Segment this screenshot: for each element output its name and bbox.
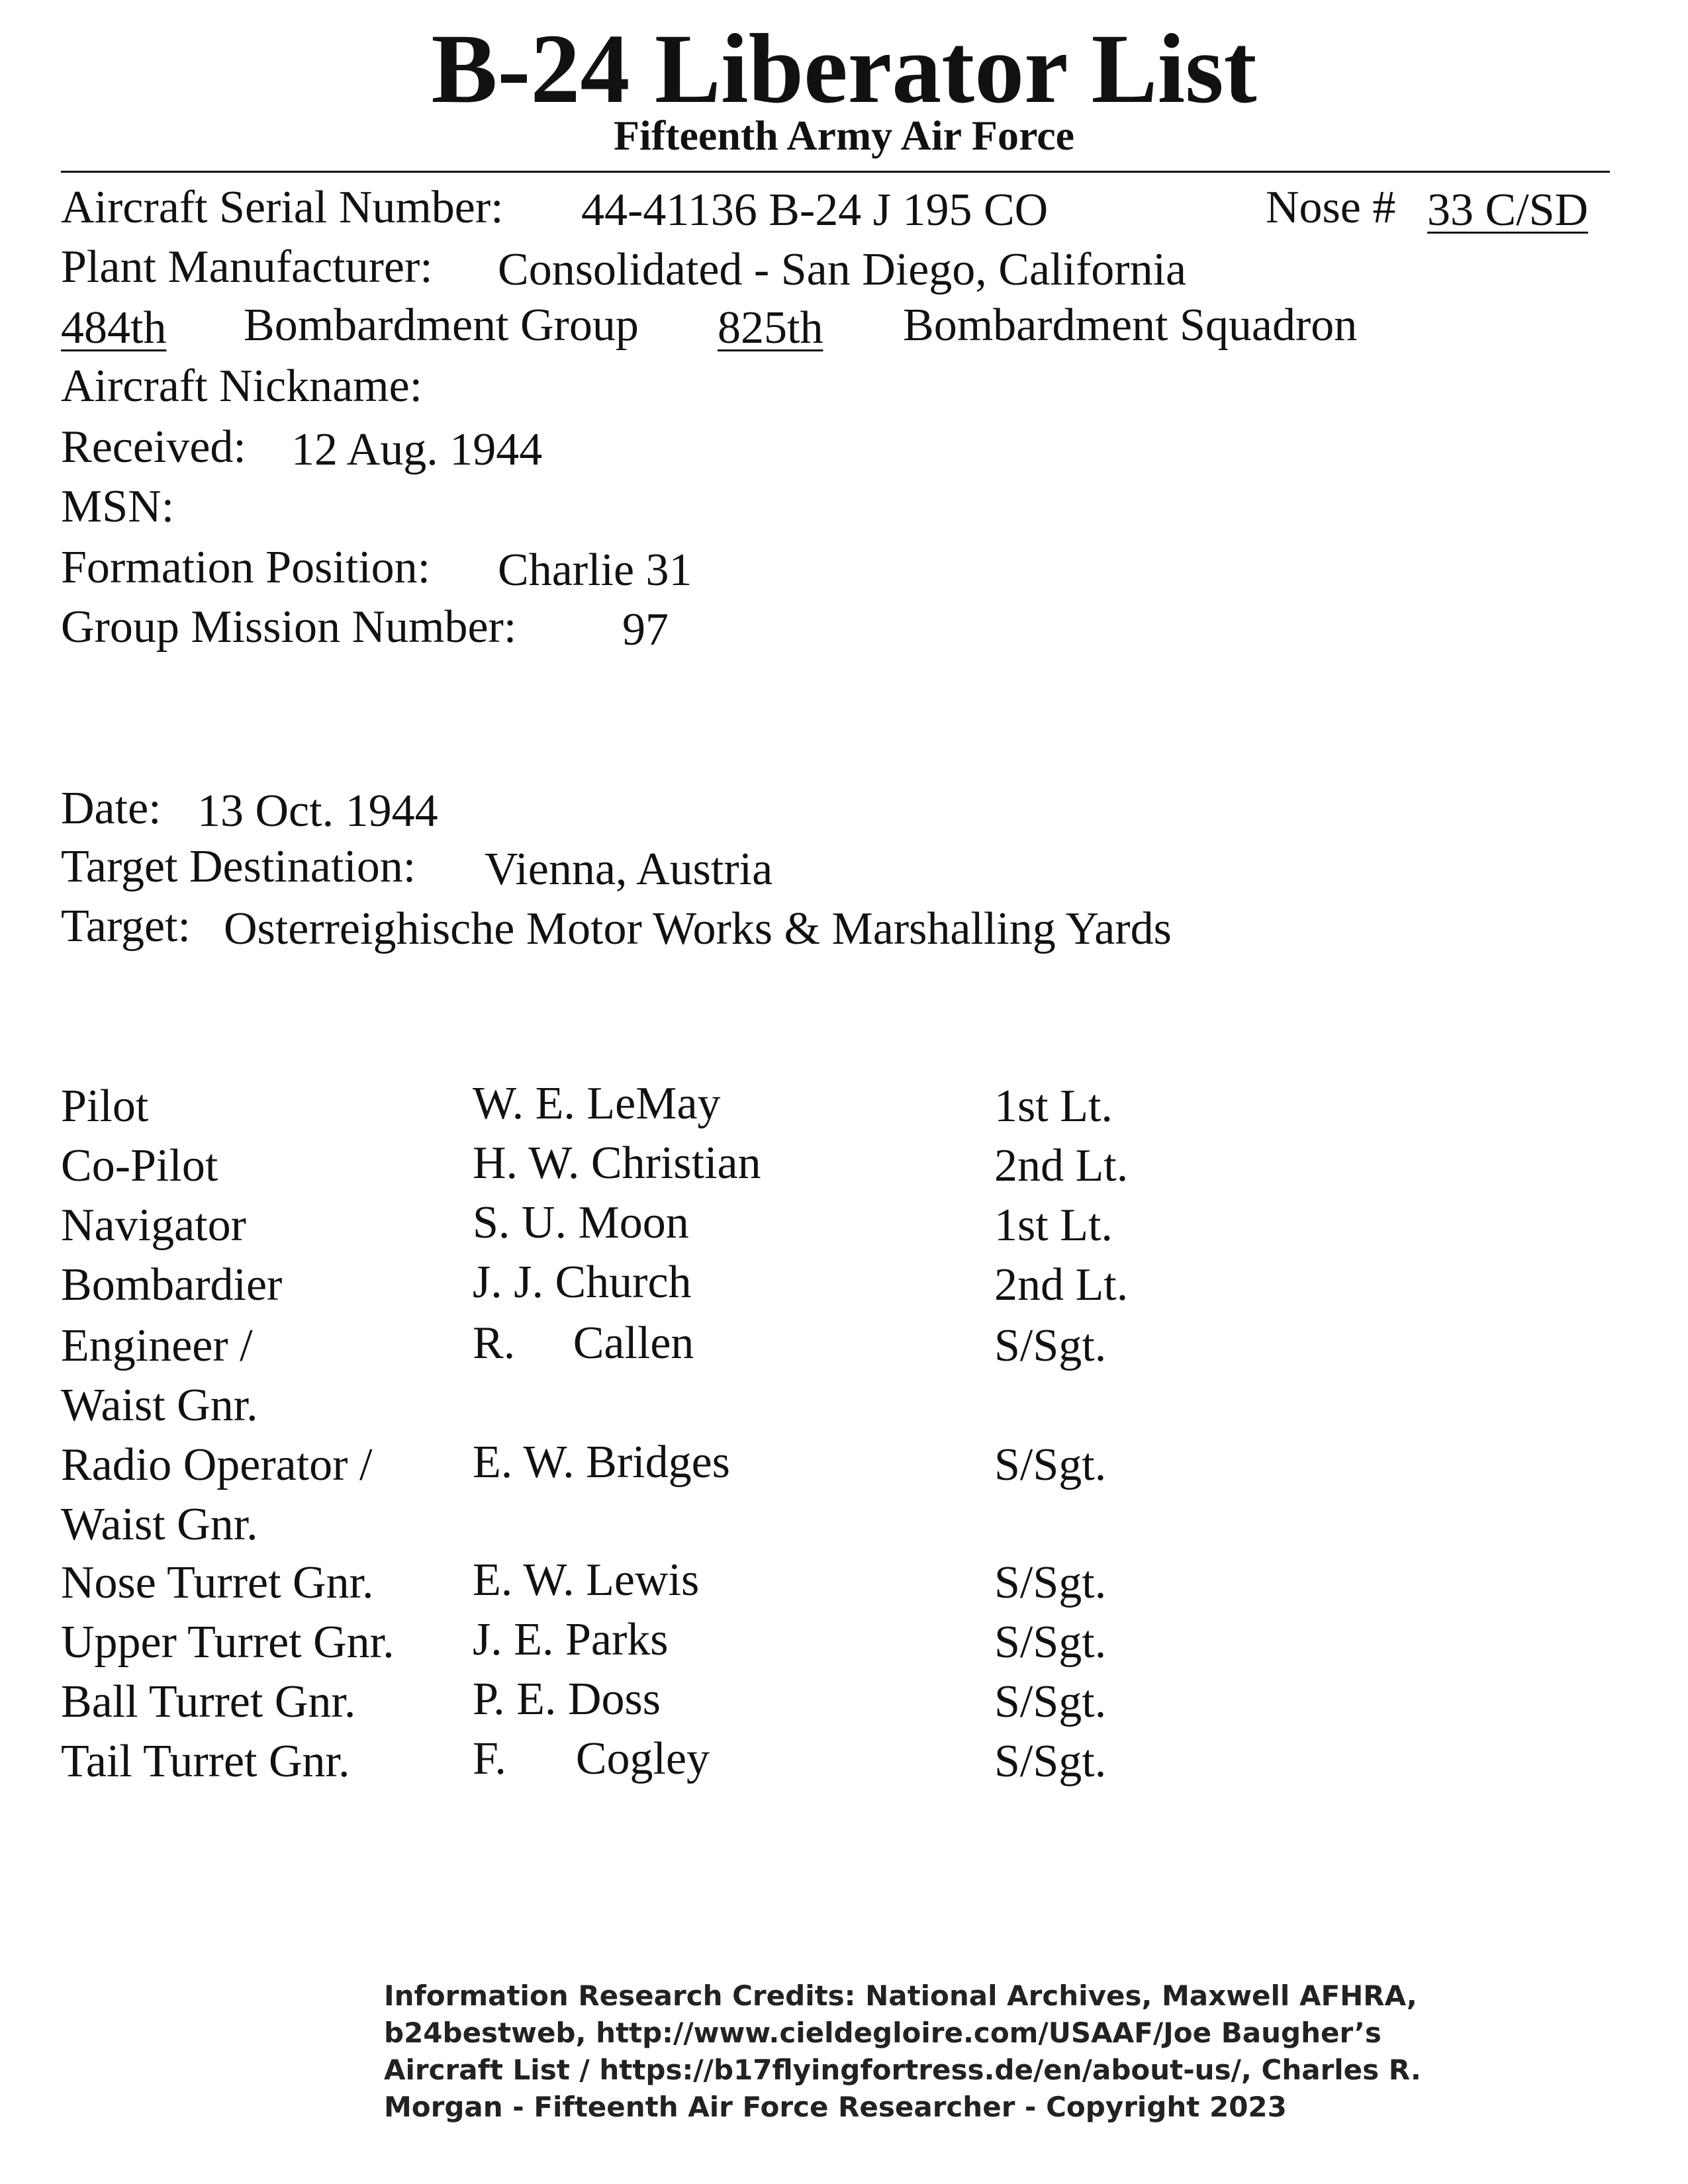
crew-rank: S/Sgt. (994, 1617, 1107, 1668)
squadron-number: 825th (718, 302, 823, 353)
plant-value: Consolidated - San Diego, California (498, 244, 1187, 295)
crew-position: Upper Turret Gnr. (61, 1617, 395, 1668)
squadron-label: Bombardment Squadron (903, 300, 1358, 351)
target-label: Target: (61, 901, 191, 952)
date-label: Date: (61, 783, 162, 834)
crew-position: Radio Operator / (61, 1439, 373, 1490)
crew-rank: 2nd Lt. (994, 1259, 1129, 1310)
nickname-label: Aircraft Nickname: (61, 361, 423, 412)
crew-rank: 1st Lt. (994, 1200, 1113, 1251)
msn-label: MSN: (61, 481, 175, 532)
crew-name: S. U. Moon (473, 1197, 689, 1248)
group-mission-label: Group Mission Number: (61, 602, 517, 653)
credits-line: Morgan - Fifteenth Air Force Researcher - Copyright 2023 (384, 2091, 1287, 2123)
crew-name: P. E. Doss (473, 1674, 661, 1725)
crew-rank: S/Sgt. (994, 1736, 1107, 1787)
credits-line: Aircraft List / https://b17flyingfortress.de/en/about-us/, Charles R. (384, 2054, 1421, 2086)
group-value (61, 302, 206, 355)
header-divider (61, 171, 1610, 173)
crew-position: Waist Gnr. (61, 1380, 258, 1431)
crew-rank: 2nd Lt. (994, 1140, 1129, 1191)
credits-line: b24bestweb, http://www.cieldegloire.com/USAAF/Joe Baugher’s (384, 2017, 1382, 2049)
crew-position: Ball Turret Gnr. (61, 1676, 356, 1727)
crew-position: Nose Turret Gnr. (61, 1557, 374, 1608)
received-label: Received: (61, 422, 246, 473)
crew-name: R. Callen (473, 1318, 694, 1369)
page-title: B-24 Liberator List (431, 14, 1257, 124)
destination-value: Vienna, Austria (485, 844, 773, 895)
crew-name: J. J. Church (473, 1257, 692, 1308)
group-mission-value: 97 (622, 604, 669, 655)
crew-position: Pilot (61, 1081, 149, 1132)
crew-name: W. E. LeMay (473, 1078, 721, 1129)
serial-value: 44-41136 B-24 J 195 CO (581, 185, 1049, 236)
crew-position: Navigator (61, 1200, 246, 1251)
received-value: 12 Aug. 1944 (291, 424, 543, 475)
crew-name: F. Cogley (473, 1733, 710, 1784)
crew-name: E. W. Bridges (473, 1437, 730, 1488)
serial-label: Aircraft Serial Number: (61, 182, 504, 233)
group-label: Bombardment Group (244, 300, 639, 351)
squadron-value (718, 302, 863, 355)
crew-name: E. W. Lewis (473, 1555, 700, 1606)
crew-name: H. W. Christian (473, 1138, 761, 1189)
target-value: Osterreighische Motor Works & Marshalling Yards (224, 903, 1172, 954)
crew-position: Engineer / (61, 1320, 253, 1371)
formation-label: Formation Position: (61, 542, 431, 593)
crew-name: J. E. Parks (473, 1614, 669, 1665)
crew-position: Waist Gnr. (61, 1499, 258, 1550)
crew-rank: S/Sgt. (994, 1439, 1107, 1490)
crew-rank: S/Sgt. (994, 1320, 1107, 1371)
credits-line: Information Research Credits: National Archives, Maxwell AFHRA, (384, 1979, 1417, 2012)
formation-value: Charlie 31 (498, 545, 692, 596)
crew-rank: 1st Lt. (994, 1081, 1113, 1132)
nose-value: 33 C/SD (1427, 185, 1589, 236)
research-credits (384, 1978, 1421, 2126)
crew-position: Tail Turret Gnr. (61, 1736, 350, 1787)
page-subtitle: Fifteenth Army Air Force (613, 112, 1075, 159)
plant-label: Plant Manufacturer: (61, 242, 433, 293)
date-value: 13 Oct. 1944 (197, 786, 438, 837)
nose-label: Nose # (1266, 182, 1396, 233)
crew-position: Co-Pilot (61, 1140, 218, 1191)
crew-position: Bombardier (61, 1259, 283, 1310)
group-number: 484th (61, 302, 167, 353)
destination-label: Target Destination: (61, 841, 416, 892)
crew-rank: S/Sgt. (994, 1557, 1107, 1608)
crew-rank: S/Sgt. (994, 1676, 1107, 1727)
